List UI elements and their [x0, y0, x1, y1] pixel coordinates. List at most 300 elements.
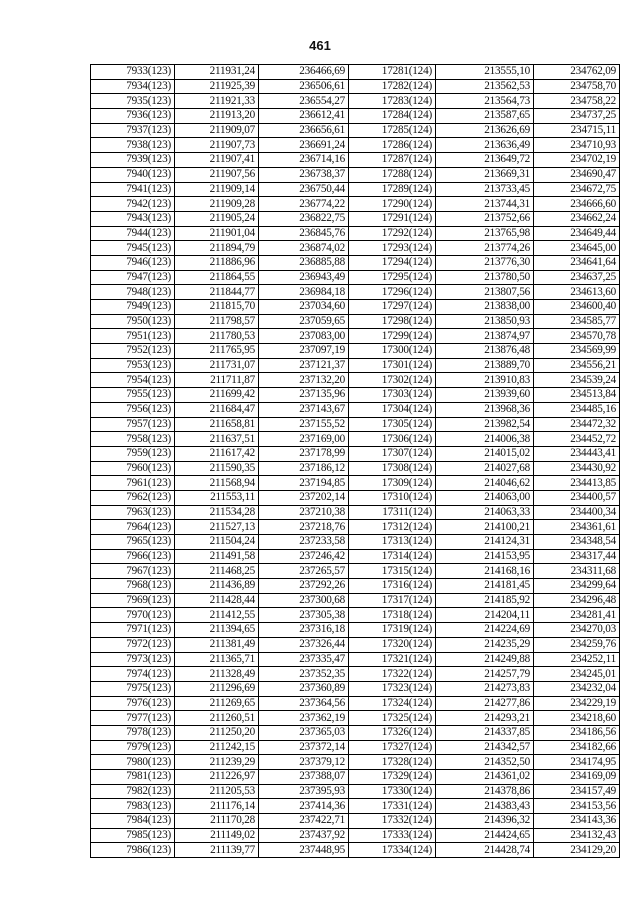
table-cell: 213626,69	[436, 123, 534, 138]
table-cell: 214428,74	[436, 843, 534, 858]
table-cell: 211931,24	[175, 65, 259, 80]
table-cell: 211711,87	[175, 373, 259, 388]
table-cell: 17321(124)	[349, 652, 436, 667]
table-cell: 234762,09	[534, 65, 620, 80]
table-cell: 17318(124)	[349, 608, 436, 623]
table-cell: 213587,65	[436, 109, 534, 124]
table-cell: 211907,73	[175, 138, 259, 153]
table-cell: 7978(123)	[91, 725, 175, 740]
table-cell: 237034,60	[259, 300, 349, 315]
table-cell: 7980(123)	[91, 755, 175, 770]
table-cell: 237414,36	[259, 799, 349, 814]
table-cell: 17334(124)	[349, 843, 436, 858]
table-cell: 237135,96	[259, 388, 349, 403]
table-cell: 7935(123)	[91, 94, 175, 109]
table-cell: 17300(124)	[349, 344, 436, 359]
table-row	[91, 490, 620, 505]
table-row	[91, 373, 620, 388]
table-cell: 234662,24	[534, 211, 620, 226]
table-cell: 236774,22	[259, 197, 349, 212]
table-cell: 17307(124)	[349, 446, 436, 461]
table-row	[91, 79, 620, 94]
coordinates-table	[90, 64, 620, 858]
table-cell: 237265,57	[259, 564, 349, 579]
table-cell: 7964(123)	[91, 520, 175, 535]
table-cell: 211242,15	[175, 740, 259, 755]
table-cell: 237169,00	[259, 432, 349, 447]
table-row	[91, 770, 620, 785]
table-cell: 236656,61	[259, 123, 349, 138]
table-cell: 234715,11	[534, 123, 620, 138]
page-number: 461	[309, 38, 331, 53]
table-cell: 17331(124)	[349, 799, 436, 814]
table-cell: 234311,68	[534, 564, 620, 579]
table-cell: 17299(124)	[349, 329, 436, 344]
table-cell: 213765,98	[436, 226, 534, 241]
table-cell: 17323(124)	[349, 681, 436, 696]
table-cell: 7971(123)	[91, 623, 175, 638]
table-cell: 211909,14	[175, 182, 259, 197]
table-cell: 7972(123)	[91, 637, 175, 652]
table-cell: 237360,89	[259, 681, 349, 696]
table-cell: 211428,44	[175, 593, 259, 608]
table-cell: 234569,99	[534, 344, 620, 359]
table-row	[91, 725, 620, 740]
table-cell: 211909,28	[175, 197, 259, 212]
table-cell: 17285(124)	[349, 123, 436, 138]
table-cell: 7974(123)	[91, 667, 175, 682]
table-cell: 237121,37	[259, 358, 349, 373]
table-cell: 234245,01	[534, 667, 620, 682]
table-cell: 237379,12	[259, 755, 349, 770]
table-cell: 17296(124)	[349, 285, 436, 300]
table-cell: 17284(124)	[349, 109, 436, 124]
table-cell: 234259,76	[534, 637, 620, 652]
table-cell: 214168,16	[436, 564, 534, 579]
table-cell: 211844,77	[175, 285, 259, 300]
table-cell: 211170,28	[175, 814, 259, 829]
table-cell: 17304(124)	[349, 402, 436, 417]
table-row	[91, 300, 620, 315]
table-cell: 214204,11	[436, 608, 534, 623]
table-cell: 234129,20	[534, 843, 620, 858]
table-cell: 214352,50	[436, 755, 534, 770]
table-row	[91, 388, 620, 403]
table-cell: 211149,02	[175, 828, 259, 843]
table-cell: 17294(124)	[349, 255, 436, 270]
table-cell: 234413,85	[534, 476, 620, 491]
table-cell: 234299,64	[534, 579, 620, 594]
table-cell: 17332(124)	[349, 814, 436, 829]
table-cell: 236612,41	[259, 109, 349, 124]
table-cell: 7947(123)	[91, 270, 175, 285]
table-cell: 234400,34	[534, 505, 620, 520]
table-cell: 237352,35	[259, 667, 349, 682]
table-cell: 213982,54	[436, 417, 534, 432]
table-cell: 17293(124)	[349, 241, 436, 256]
table-row	[91, 182, 620, 197]
table-row	[91, 637, 620, 652]
table-cell: 214273,83	[436, 681, 534, 696]
table-row	[91, 94, 620, 109]
table-cell: 7938(123)	[91, 138, 175, 153]
table-row	[91, 828, 620, 843]
table-cell: 234485,16	[534, 402, 620, 417]
table-cell: 17306(124)	[349, 432, 436, 447]
coordinates-table-body	[91, 65, 620, 858]
table-cell: 17289(124)	[349, 182, 436, 197]
table-cell: 234600,40	[534, 300, 620, 315]
table-cell: 236466,69	[259, 65, 349, 80]
table-cell: 236845,76	[259, 226, 349, 241]
table-cell: 17330(124)	[349, 784, 436, 799]
table-row	[91, 608, 620, 623]
table-cell: 7941(123)	[91, 182, 175, 197]
table-cell: 17311(124)	[349, 505, 436, 520]
table-cell: 211412,55	[175, 608, 259, 623]
table-cell: 211568,94	[175, 476, 259, 491]
table-cell: 17305(124)	[349, 417, 436, 432]
table-cell: 234666,60	[534, 197, 620, 212]
table-cell: 237395,93	[259, 784, 349, 799]
table-row	[91, 417, 620, 432]
table-cell: 234218,60	[534, 711, 620, 726]
table-cell: 7953(123)	[91, 358, 175, 373]
table-cell: 17283(124)	[349, 94, 436, 109]
table-cell: 237437,92	[259, 828, 349, 843]
table-cell: 17312(124)	[349, 520, 436, 535]
table-cell: 7983(123)	[91, 799, 175, 814]
table-cell: 214293,21	[436, 711, 534, 726]
table-cell: 214383,43	[436, 799, 534, 814]
table-cell: 17333(124)	[349, 828, 436, 843]
table-row	[91, 329, 620, 344]
table-row	[91, 109, 620, 124]
table-cell: 17322(124)	[349, 667, 436, 682]
table-cell: 234229,19	[534, 696, 620, 711]
table-cell: 237202,14	[259, 490, 349, 505]
table-cell: 237422,71	[259, 814, 349, 829]
table-row	[91, 535, 620, 550]
table-cell: 17320(124)	[349, 637, 436, 652]
table-cell: 214235,29	[436, 637, 534, 652]
table-cell: 237097,19	[259, 344, 349, 359]
table-cell: 211699,42	[175, 388, 259, 403]
table-row	[91, 784, 620, 799]
table-row	[91, 285, 620, 300]
table-cell: 234232,04	[534, 681, 620, 696]
table-cell: 211491,58	[175, 549, 259, 564]
table-cell: 237300,68	[259, 593, 349, 608]
table-cell: 234452,72	[534, 432, 620, 447]
table-row	[91, 358, 620, 373]
table-cell: 237365,03	[259, 725, 349, 740]
table-cell: 237059,65	[259, 314, 349, 329]
table-row	[91, 123, 620, 138]
table-cell: 211731,07	[175, 358, 259, 373]
table-cell: 236714,16	[259, 153, 349, 168]
table-cell: 237305,38	[259, 608, 349, 623]
table-cell: 213939,60	[436, 388, 534, 403]
table-cell: 17324(124)	[349, 696, 436, 711]
table-cell: 214249,88	[436, 652, 534, 667]
table-cell: 213774,26	[436, 241, 534, 256]
table-cell: 17282(124)	[349, 79, 436, 94]
table-cell: 211886,96	[175, 255, 259, 270]
table-cell: 7977(123)	[91, 711, 175, 726]
table-cell: 17317(124)	[349, 593, 436, 608]
table-cell: 213555,10	[436, 65, 534, 80]
table-cell: 234710,93	[534, 138, 620, 153]
table-cell: 7965(123)	[91, 535, 175, 550]
table-cell: 237316,18	[259, 623, 349, 638]
table-cell: 234570,78	[534, 329, 620, 344]
table-cell: 211617,42	[175, 446, 259, 461]
table-cell: 7943(123)	[91, 211, 175, 226]
table-cell: 237292,26	[259, 579, 349, 594]
table-cell: 211296,69	[175, 681, 259, 696]
table-row	[91, 755, 620, 770]
table-cell: 211637,51	[175, 432, 259, 447]
table-cell: 234513,84	[534, 388, 620, 403]
table-cell: 17316(124)	[349, 579, 436, 594]
table-cell: 7934(123)	[91, 79, 175, 94]
table-cell: 17290(124)	[349, 197, 436, 212]
table-cell: 211909,07	[175, 123, 259, 138]
table-cell: 234613,60	[534, 285, 620, 300]
table-row	[91, 520, 620, 535]
table-cell: 237372,14	[259, 740, 349, 755]
table-cell: 214277,86	[436, 696, 534, 711]
table-cell: 214124,31	[436, 535, 534, 550]
table-row	[91, 226, 620, 241]
table-cell: 214046,62	[436, 476, 534, 491]
table-cell: 7962(123)	[91, 490, 175, 505]
table-cell: 17329(124)	[349, 770, 436, 785]
table-cell: 17308(124)	[349, 461, 436, 476]
table-cell: 234645,00	[534, 241, 620, 256]
table-cell: 213636,49	[436, 138, 534, 153]
table-cell: 7952(123)	[91, 344, 175, 359]
table-cell: 17295(124)	[349, 270, 436, 285]
table-cell: 234758,70	[534, 79, 620, 94]
table-cell: 7957(123)	[91, 417, 175, 432]
table-cell: 234585,77	[534, 314, 620, 329]
table-cell: 211925,39	[175, 79, 259, 94]
table-row	[91, 593, 620, 608]
table-cell: 7950(123)	[91, 314, 175, 329]
table-cell: 234132,43	[534, 828, 620, 843]
table-cell: 211504,24	[175, 535, 259, 550]
table-cell: 211590,35	[175, 461, 259, 476]
table-cell: 7940(123)	[91, 167, 175, 182]
table-row	[91, 564, 620, 579]
table-cell: 211815,70	[175, 300, 259, 315]
table-cell: 237362,19	[259, 711, 349, 726]
table-row	[91, 623, 620, 638]
table-cell: 7949(123)	[91, 300, 175, 315]
table-cell: 17309(124)	[349, 476, 436, 491]
table-cell: 234443,41	[534, 446, 620, 461]
table-row	[91, 681, 620, 696]
table-cell: 237143,67	[259, 402, 349, 417]
table-row	[91, 402, 620, 417]
table-cell: 211907,56	[175, 167, 259, 182]
table-cell: 234317,44	[534, 549, 620, 564]
table-row	[91, 799, 620, 814]
table-cell: 237335,47	[259, 652, 349, 667]
table-cell: 237326,44	[259, 637, 349, 652]
table-cell: 7939(123)	[91, 153, 175, 168]
table-cell: 234361,61	[534, 520, 620, 535]
table-row	[91, 476, 620, 491]
table-cell: 17303(124)	[349, 388, 436, 403]
table-cell: 214063,33	[436, 505, 534, 520]
table-cell: 234157,49	[534, 784, 620, 799]
table-cell: 214224,69	[436, 623, 534, 638]
table-cell: 211658,81	[175, 417, 259, 432]
table-cell: 236874,02	[259, 241, 349, 256]
table-cell: 211765,95	[175, 344, 259, 359]
table-cell: 214424,65	[436, 828, 534, 843]
table-cell: 211205,53	[175, 784, 259, 799]
table-cell: 17301(124)	[349, 358, 436, 373]
table-cell: 211901,04	[175, 226, 259, 241]
table-cell: 7959(123)	[91, 446, 175, 461]
table-cell: 234649,44	[534, 226, 620, 241]
table-row	[91, 167, 620, 182]
table-cell: 234690,47	[534, 167, 620, 182]
table-cell: 211139,77	[175, 843, 259, 858]
table-cell: 234182,66	[534, 740, 620, 755]
table-cell: 211907,41	[175, 153, 259, 168]
table-cell: 236554,27	[259, 94, 349, 109]
table-cell: 7969(123)	[91, 593, 175, 608]
table-cell: 234472,32	[534, 417, 620, 432]
table-cell: 211864,55	[175, 270, 259, 285]
table-cell: 214396,32	[436, 814, 534, 829]
table-row	[91, 740, 620, 755]
table-cell: 17310(124)	[349, 490, 436, 505]
table-cell: 211381,49	[175, 637, 259, 652]
table-cell: 211260,51	[175, 711, 259, 726]
table-cell: 214181,45	[436, 579, 534, 594]
table-cell: 7951(123)	[91, 329, 175, 344]
table-cell: 236750,44	[259, 182, 349, 197]
table-cell: 214361,02	[436, 770, 534, 785]
table-cell: 213838,00	[436, 300, 534, 315]
table-cell: 7961(123)	[91, 476, 175, 491]
table-cell: 211176,14	[175, 799, 259, 814]
table-cell: 214063,00	[436, 490, 534, 505]
table-cell: 7975(123)	[91, 681, 175, 696]
table-cell: 234270,03	[534, 623, 620, 638]
table-row	[91, 461, 620, 476]
table-cell: 234348,54	[534, 535, 620, 550]
table-row	[91, 344, 620, 359]
table-cell: 213889,70	[436, 358, 534, 373]
table-cell: 213850,93	[436, 314, 534, 329]
table-cell: 7981(123)	[91, 770, 175, 785]
table-cell: 7982(123)	[91, 784, 175, 799]
table-cell: 237210,38	[259, 505, 349, 520]
table-cell: 214257,79	[436, 667, 534, 682]
table-cell: 234174,95	[534, 755, 620, 770]
table-cell: 17281(124)	[349, 65, 436, 80]
table-cell: 236506,61	[259, 79, 349, 94]
table-cell: 7955(123)	[91, 388, 175, 403]
table-row	[91, 505, 620, 520]
table-cell: 7954(123)	[91, 373, 175, 388]
table-cell: 237194,85	[259, 476, 349, 491]
table-cell: 7956(123)	[91, 402, 175, 417]
table-row	[91, 711, 620, 726]
table-cell: 7967(123)	[91, 564, 175, 579]
table-row	[91, 314, 620, 329]
table-cell: 7966(123)	[91, 549, 175, 564]
table-cell: 211913,20	[175, 109, 259, 124]
table-cell: 211468,25	[175, 564, 259, 579]
table-cell: 7944(123)	[91, 226, 175, 241]
table-cell: 7942(123)	[91, 197, 175, 212]
table-cell: 237364,56	[259, 696, 349, 711]
table-cell: 211436,89	[175, 579, 259, 594]
table-cell: 213744,31	[436, 197, 534, 212]
table-cell: 237246,42	[259, 549, 349, 564]
table-cell: 7986(123)	[91, 843, 175, 858]
table-cell: 17287(124)	[349, 153, 436, 168]
table-cell: 234400,57	[534, 490, 620, 505]
table-cell: 234641,64	[534, 255, 620, 270]
table-cell: 17327(124)	[349, 740, 436, 755]
table-row	[91, 153, 620, 168]
table-row	[91, 138, 620, 153]
table-row	[91, 667, 620, 682]
table-cell: 211921,33	[175, 94, 259, 109]
table-row	[91, 549, 620, 564]
table-cell: 7968(123)	[91, 579, 175, 594]
table-cell: 17319(124)	[349, 623, 436, 638]
table-cell: 211394,65	[175, 623, 259, 638]
table-cell: 237388,07	[259, 770, 349, 785]
table-cell: 213649,72	[436, 153, 534, 168]
table-cell: 234143,36	[534, 814, 620, 829]
table-row	[91, 843, 620, 858]
table-cell: 17292(124)	[349, 226, 436, 241]
table-cell: 234153,56	[534, 799, 620, 814]
table-cell: 213876,48	[436, 344, 534, 359]
table-cell: 17288(124)	[349, 167, 436, 182]
table-cell: 17286(124)	[349, 138, 436, 153]
table-cell: 7976(123)	[91, 696, 175, 711]
table-cell: 213776,30	[436, 255, 534, 270]
table-cell: 237155,52	[259, 417, 349, 432]
table-row	[91, 270, 620, 285]
table-cell: 211905,24	[175, 211, 259, 226]
table-cell: 211684,47	[175, 402, 259, 417]
table-cell: 211239,29	[175, 755, 259, 770]
table-cell: 234672,75	[534, 182, 620, 197]
table-cell: 17315(124)	[349, 564, 436, 579]
table-cell: 213968,36	[436, 402, 534, 417]
table-cell: 213564,73	[436, 94, 534, 109]
table-cell: 7984(123)	[91, 814, 175, 829]
table-cell: 234556,21	[534, 358, 620, 373]
table-cell: 213562,53	[436, 79, 534, 94]
table-cell: 214378,86	[436, 784, 534, 799]
table-cell: 7937(123)	[91, 123, 175, 138]
table-cell: 17291(124)	[349, 211, 436, 226]
